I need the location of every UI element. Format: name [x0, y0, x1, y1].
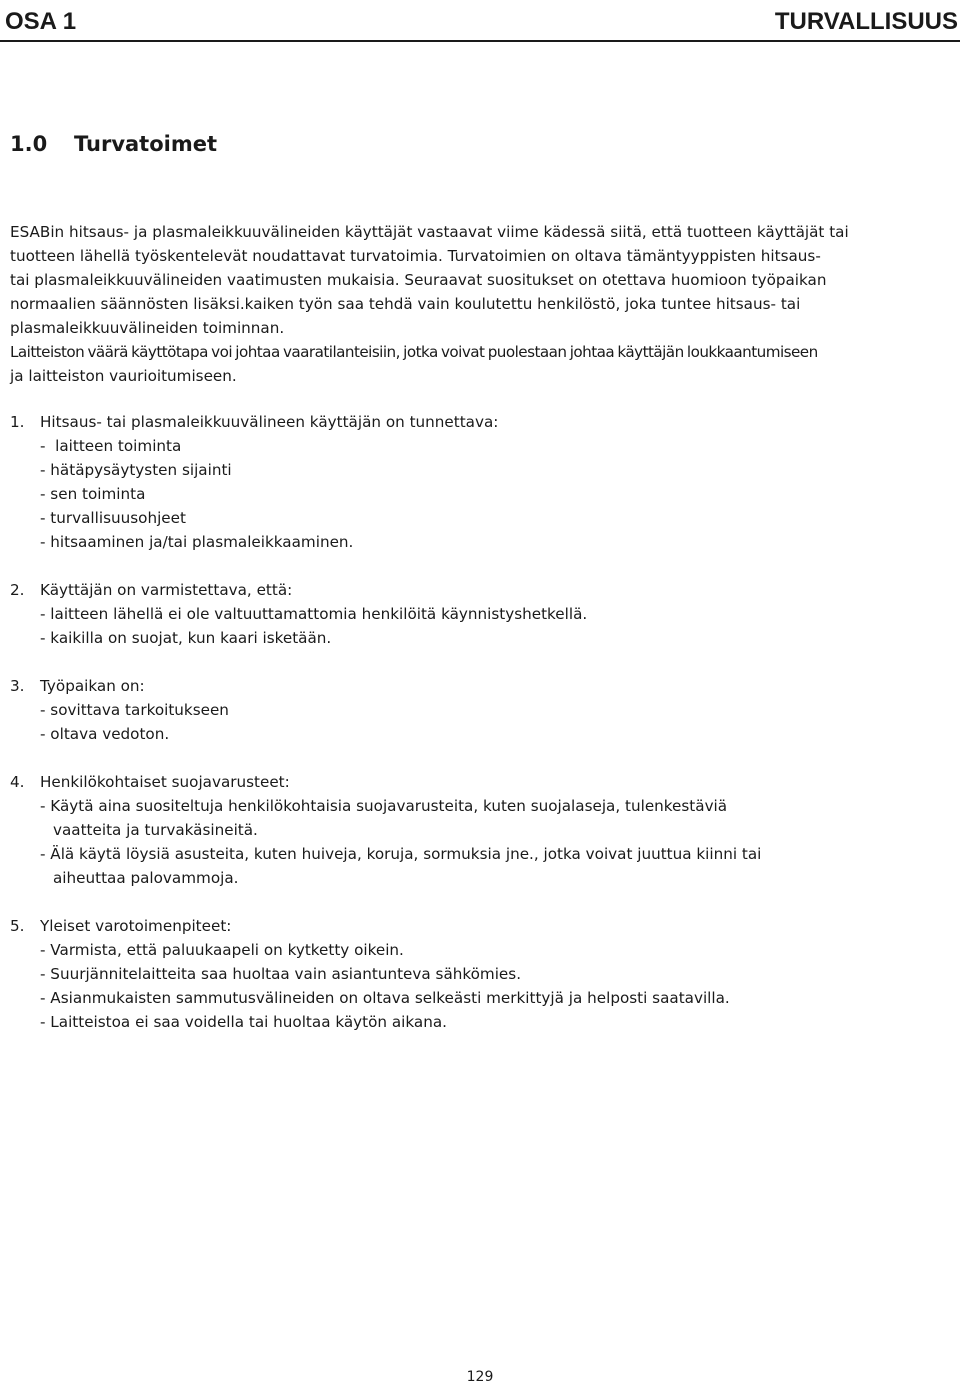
item-title: Työpaikan on: — [40, 677, 145, 695]
list-item — [10, 914, 930, 1034]
item-title: Henkilökohtaiset suojavarusteet: — [40, 773, 290, 791]
item-title: Hitsaus- tai plasmaleikkuuvälineen käyttäjän on tunnettava: — [40, 413, 499, 431]
heading-number: 1.0 — [10, 132, 48, 156]
list-line: - sovittava tarkoitukseen — [40, 701, 229, 719]
item-number: 4. — [10, 773, 25, 791]
list-item — [10, 674, 930, 746]
list-line: - hätäpysäytysten sijainti — [40, 461, 232, 479]
intro-line: ja laitteiston vaurioitumiseen. — [10, 367, 237, 385]
item-number: 3. — [10, 677, 25, 695]
list-line: - Älä käytä löysiä asusteita, kuten huiveja, koruja, sormuksia jne., jotka voivat juuttua kiinni tai — [40, 845, 762, 863]
page-number: 129 — [466, 1369, 494, 1385]
list-line: - Käytä aina suositeltuja henkilökohtaisia suojavarusteita, kuten suojalaseja, tulenkestäviä — [40, 797, 728, 815]
intro-line: Laitteiston väärä käyttötapa voi johtaa vaaratilanteisiin, jotka voivat puolestaan johtaa käyttäjän loukkaantumiseen — [10, 343, 818, 361]
safety-list — [10, 410, 930, 1058]
list-line: - sen toiminta — [40, 485, 146, 503]
list-line: - Laitteistoa ei saa voidella tai huoltaa käytön aikana. — [40, 1013, 447, 1031]
list-line: - Asianmukaisten sammutusvälineiden on oltava selkeästi merkittyjä ja helposti saatavilla. — [40, 989, 730, 1007]
list-line: - laitteen toiminta — [40, 437, 182, 455]
heading-title: Turvatoimet — [74, 132, 218, 156]
intro-paragraph — [10, 220, 930, 388]
item-number: 1. — [10, 413, 25, 431]
section-heading — [10, 131, 217, 157]
intro-line: plasmaleikkuuvälineiden toiminnan. — [10, 319, 285, 337]
list-line-continuation: aiheuttaa palovammoja. — [53, 869, 239, 887]
list-item — [10, 770, 930, 890]
page-header — [0, 2, 960, 42]
intro-line: ESABin hitsaus- ja plasmaleikkuuvälineiden käyttäjät vastaavat viime kädessä siitä, että tuotteen käyttäjät tai — [10, 223, 849, 241]
list-line: - hitsaaminen ja/tai plasmaleikkaaminen. — [40, 533, 354, 551]
section-title: TURVALLISUUS — [774, 8, 958, 35]
list-line: - Suurjännitelaitteita saa huoltaa vain asiantunteva sähkömies. — [40, 965, 522, 983]
intro-line: tuotteen lähellä työskentelevät noudattavat turvatoimia. Turvatoimien on oltava tämäntyyppisten hitsaus- — [10, 247, 821, 265]
list-line-continuation: vaatteita ja turvakäsineitä. — [53, 821, 258, 839]
item-title: Käyttäjän on varmistettava, että: — [40, 581, 293, 599]
list-item — [10, 410, 930, 554]
intro-line: normaalien säännösten lisäksi.kaiken työn saa tehdä vain koulutettu henkilöstö, joka tuntee hitsaus- tai — [10, 295, 801, 313]
chapter-label: OSA 1 — [5, 8, 77, 35]
list-item — [10, 578, 930, 650]
list-line: - kaikilla on suojat, kun kaari isketään. — [40, 629, 332, 647]
list-line: - laitteen lähellä ei ole valtuuttamattomia henkilöitä käynnistyshetkellä. — [40, 605, 588, 623]
list-line: - Varmista, että paluukaapeli on kytketty oikein. — [40, 941, 404, 959]
item-title: Yleiset varotoimenpiteet: — [40, 917, 232, 935]
intro-line: tai plasmaleikkuuvälineiden vaatimusten mukaisia. Seuraavat suositukset on otettava huomioon työpaikan — [10, 271, 827, 289]
item-number: 5. — [10, 917, 25, 935]
list-line: - turvallisuusohjeet — [40, 509, 186, 527]
list-line: - oltava vedoton. — [40, 725, 170, 743]
item-number: 2. — [10, 581, 25, 599]
